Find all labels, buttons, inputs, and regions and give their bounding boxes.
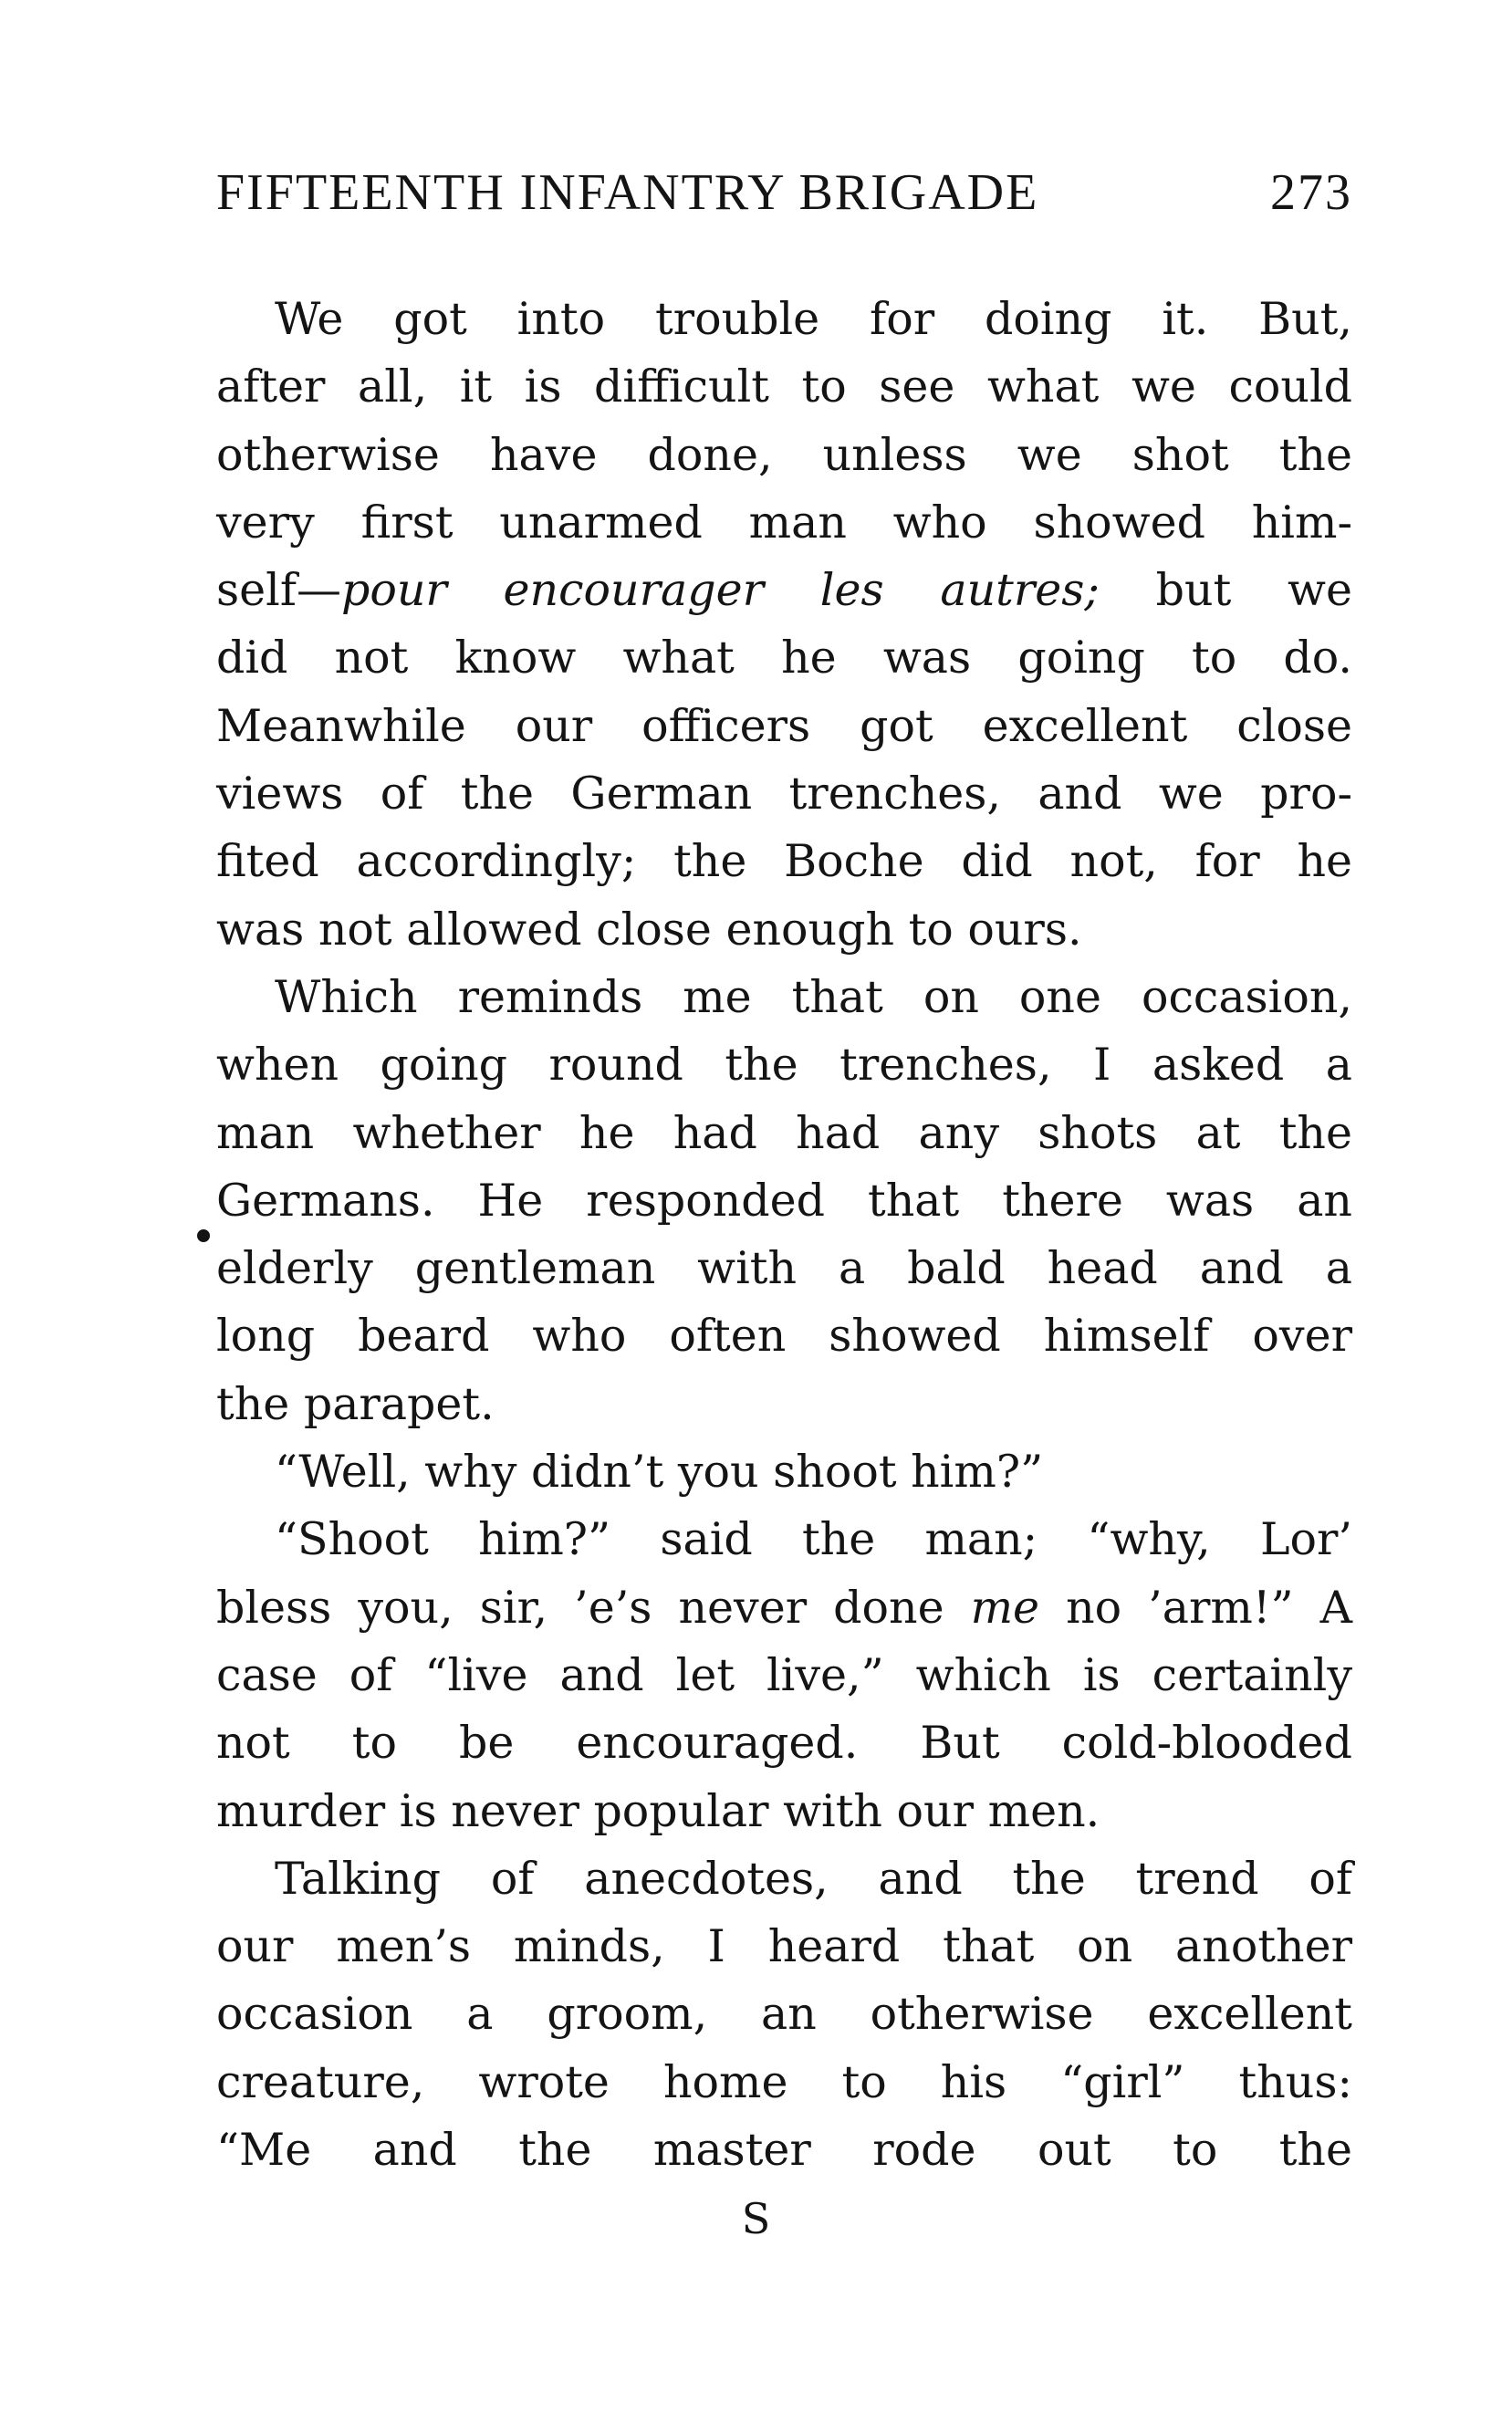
text-line [216,1167,1352,1235]
text-fragment: creature, wrote home to his “girl” thus: [216,2055,1352,2108]
text-line [216,1235,1352,1302]
body-text [216,286,1352,2184]
text-fragment: our men’s minds, I heard that on another [216,1920,1352,1973]
text-fragment: otherwise have done, unless we shot the [216,428,1352,481]
text-fragment: when going round the trenches, I asked a [216,1039,1352,1092]
text-line [216,1778,1352,1845]
text-line [216,760,1352,828]
text-fragment: very first unarmed man who showed him- [216,496,1352,549]
text-line [216,1031,1352,1099]
text-line [216,286,1352,353]
text-line [216,2049,1352,2116]
text-line [216,1845,1352,1913]
text-line [216,1506,1352,1573]
text-fragment: did not know what he was going to do. [216,632,1352,685]
text-fragment: case of “live and let live,” which is certainly [216,1648,1352,1701]
text-fragment: was not allowed close enough to ours. [216,903,1082,956]
text-fragment: the parapet. [216,1377,495,1430]
text-fragment: Meanwhile our officers got excellent close [216,699,1352,752]
text-line [216,964,1352,1031]
page-number: 273 [1270,164,1352,221]
text-fragment: Germans. He responded that there was an [216,1174,1352,1227]
text-fragment: after all, it is difficult to see what we could [216,361,1352,413]
text-fragment: “Shoot him?” said the man; “why, Lor’ [275,1513,1352,1566]
running-header [216,164,1352,221]
chapter-title: FIFTEENTH INFANTRY BRIGADE [216,164,1039,221]
text-fragment: “Well, why didn’t you shoot him?” [275,1446,1044,1499]
text-fragment: long beard who often showed himself over [216,1310,1352,1363]
text-line [216,693,1352,760]
text-line [216,1100,1352,1167]
text-fragment: murder is never popular with our men. [216,1784,1100,1837]
text-line [216,1709,1352,1777]
text-fragment: views of the German trenches, and we pro- [216,768,1352,820]
italic-phrase: me [970,1581,1040,1634]
text-fragment: fited accordingly; the Boche did not, for he [216,835,1352,888]
text-line [216,422,1352,489]
text-fragment: elderly gentleman with a bald head and a [216,1242,1352,1295]
italic-phrase: pour encourager les autres; [340,564,1100,617]
text-line [216,489,1352,557]
text-fragment: bless you, sir, ’e’s never done [216,1581,971,1634]
text-fragment: no ’arm!” A [1039,1581,1352,1634]
text-fragment: man whether he had had any shots at the [216,1106,1352,1159]
text-line [216,828,1352,895]
text-line [216,624,1352,692]
text-line [216,557,1352,624]
text-line [216,1913,1352,1980]
text-fragment: “Me and the master rode out to the [216,2124,1352,2177]
text-line [216,1642,1352,1709]
text-line [216,1438,1352,1506]
text-line [216,1302,1352,1370]
text-line [216,896,1352,964]
text-fragment: We got into trouble for doing it. But, [275,293,1352,345]
text-line [216,2116,1352,2184]
text-fragment: but we [1099,564,1352,617]
text-line [216,353,1352,421]
text-fragment: self— [216,564,341,617]
text-line [216,1371,1352,1438]
text-fragment: Which reminds me that on one occasion, [275,970,1352,1023]
text-line [216,1574,1352,1642]
text-fragment: not to be encouraged. But cold-blooded [216,1717,1352,1770]
margin-ink-dot [197,1229,210,1242]
text-fragment: occasion a groom, an otherwise excellent [216,1988,1352,2041]
signature-mark: S [741,2194,771,2243]
text-line [216,1980,1352,2048]
text-fragment: Talking of anecdotes, and the trend of [275,1852,1352,1905]
